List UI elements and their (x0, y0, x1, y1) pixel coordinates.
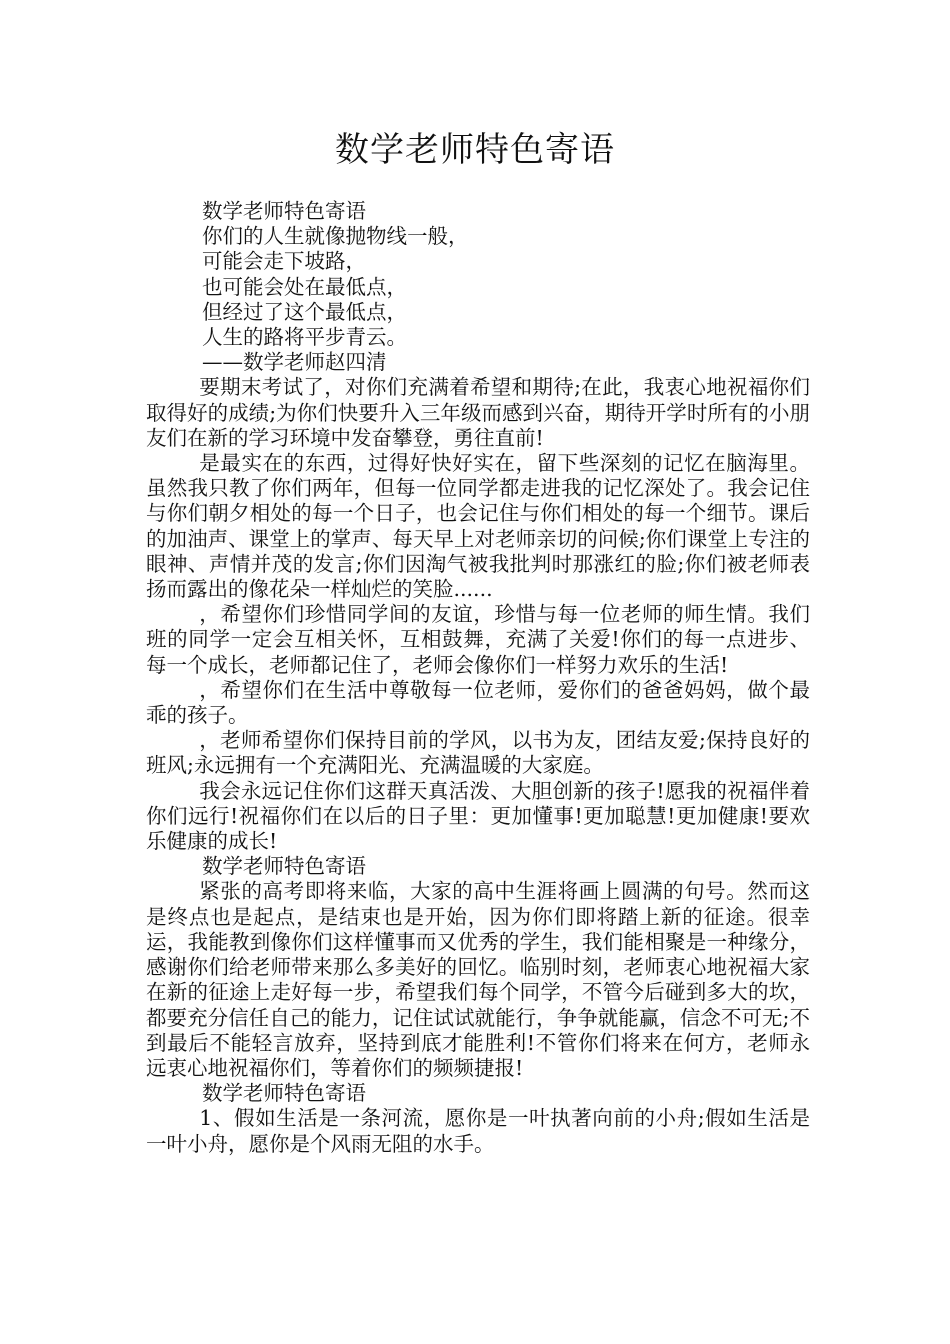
paragraph: ，希望你们珍惜同学间的友谊，珍惜与每一位老师的师生情。我们班的同学一定会互相关怀，互相鼓舞，充满了关爱!你们的每一点进步、每一个成长，老师都记住了，老师会像你们一样努力欢乐的生活! (146, 602, 810, 677)
paragraph: 是最实在的东西，过得好快好实在，留下些深刻的记忆在脑海里。虽然我只教了你们两年，但每一位同学都走进我的记忆深处了。我会记住与你们朝夕相处的每一个日子，也会记住与你们相处的每一个细节。课后的加油声、课堂上的掌声、每天早上对老师亲切的问候;你们课堂上专注的眼神、声情并茂的发言;你们因淘气被我批判时那涨红的脸;你们被老师表扬而露出的像花朵一样灿烂的笑脸...... (146, 451, 810, 602)
document-title: 数学老师特色寄语 (335, 130, 615, 170)
paragraph: 1、假如生活是一条河流，愿你是一叶执著向前的小舟;假如生活是一叶小舟，愿你是个风雨无阻的水手。 (146, 1106, 810, 1156)
poem-line: 数学老师特色寄语 (202, 199, 366, 223)
poem-line: 人生的路将平步青云。 (202, 325, 407, 350)
section-heading: 数学老师特色寄语 (202, 1081, 366, 1106)
poem-signature: ——数学老师赵四清 (202, 350, 387, 375)
paragraph: 要期末考试了，对你们充满着希望和期待;在此，我衷心地祝福你们取得好的成绩;为你们快要升入三年级而感到兴奋，期待开学时所有的小朋友们在新的学习环境中发奋攀登，勇往直前! (146, 375, 810, 450)
poem-line: 但经过了这个最低点， (202, 299, 407, 324)
poem-line: 可能会走下坡路， (202, 249, 366, 274)
paragraph: ，老师希望你们保持目前的学风，以书为友，团结友爱;保持良好的班风;永远拥有一个充满阳光、充满温暖的大家庭。 (146, 728, 810, 778)
section-heading: 数学老师特色寄语 (202, 854, 366, 879)
poem-line: 也可能会处在最低点， (202, 274, 407, 299)
paragraph: 我会永远记住你们这群天真活泼、大胆创新的孩子!愿我的祝福伴着你们远行!祝福你们在以后的日子里：更加懂事!更加聪慧!更加健康!要欢乐健康的成长! (146, 778, 810, 854)
document-body (146, 199, 810, 1157)
poem-line: 你们的人生就像抛物线一般， (202, 224, 469, 249)
paragraph: 紧张的高考即将来临，大家的高中生涯将画上圆满的句号。然而这是终点也是起点，是结束也是开始，因为你们即将踏上新的征途。很幸运，我能教到像你们这样懂事而又优秀的学生，我们能相聚是一种缘分，感谢你们给老师带来那么多美好的回忆。临别时刻，老师衷心地祝福大家在新的征途上走好每一步，希望我们每个同学，不管今后碰到多大的坎，都要充分信任自己的能力，记住试试就能行，争争就能赢，信念不可无;不到最后不能轻言放弃，坚持到底才能胜利!不管你们将来在何方，老师永远衷心地祝福你们，等着你们的频频捷报! (146, 879, 810, 1080)
paragraph: ，希望你们在生活中尊敬每一位老师，爱你们的爸爸妈妈，做个最乖的孩子。 (146, 677, 810, 728)
